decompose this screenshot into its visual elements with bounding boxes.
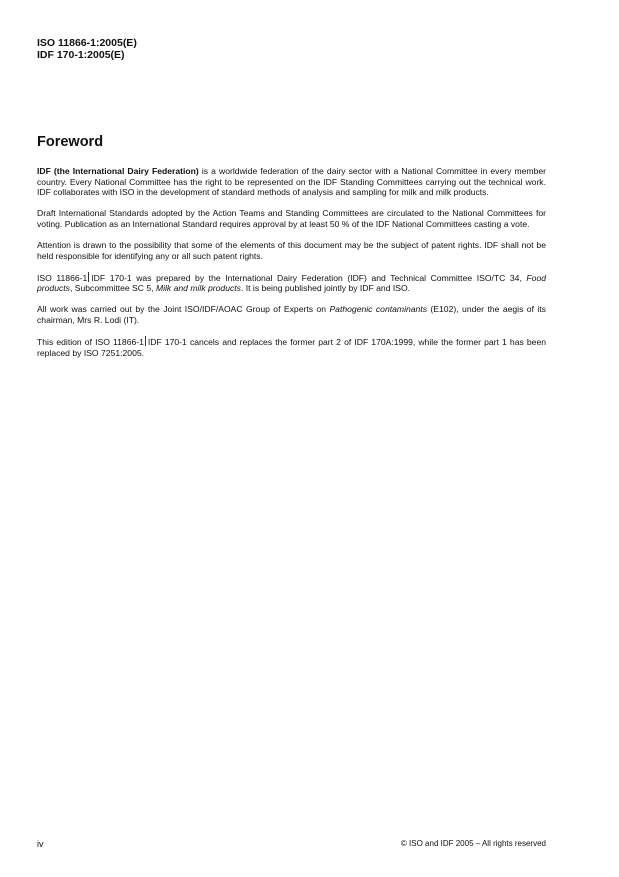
paragraph-preparation	[37, 272, 546, 294]
paragraph-patent-notice: Attention is drawn to the possibility that some of the elements of this document may be the subject of patent rights. IDF shall not be held responsible for identifying any or all such patent rights.	[37, 239, 546, 261]
experts-text: All work was carried out by the Joint ISO/IDF/AOAC Group of Experts on	[37, 304, 330, 315]
standard-ref-iso: ISO 11866-1	[37, 272, 88, 283]
page-footer	[37, 839, 546, 849]
paragraph-idf-intro	[37, 166, 546, 198]
committee-name-food: Food products	[37, 272, 547, 294]
copyright-notice: © ISO and IDF 2005 – All rights reserved	[400, 839, 546, 848]
vertical-separator	[145, 336, 146, 346]
subcommittee-name-milk: Milk and milk products	[155, 283, 241, 294]
edition-ref-iso: This edition of ISO 11866-1	[37, 337, 144, 348]
header-iso-number: ISO 11866-1:2005(E)	[37, 37, 137, 49]
experts-group-name: Pathogenic contaminants	[329, 304, 427, 315]
foreword-body	[37, 166, 546, 369]
publication-text: . It is being published jointly by IDF and ISO.	[240, 283, 411, 294]
edition-text: IDF 170-1 cancels and replaces the former part 2 of IDF 170A:1999, while the former part 1 has been replaced by ISO 7251:2005.	[37, 337, 546, 358]
paragraph-experts	[37, 304, 546, 325]
idf-bold-name: IDF (the International Dairy Federation)	[37, 166, 199, 176]
paragraph-voting: Draft International Standards adopted by the Action Teams and Standing Committees are circulated to the National Committees for voting. Publication as an International Standard requires approval by at least 50 % of the IDF National Committees casting a vote.	[37, 208, 546, 229]
paragraph-idf-intro-text: is a worldwide federation of the dairy sector with a National Committee in every member country. Every National Committee has the right to be represented on the IDF Standing Committees carrying out the technical work. IDF collaborates with ISO in the development of standard methods of analysis and sampling for milk and milk products.	[37, 166, 546, 198]
experts-chair-text: (E102), under the aegis of its chairman, Mrs R. Lodi (IT).	[37, 304, 546, 325]
header-idf-number: IDF 170-1:2005(E)	[37, 49, 125, 61]
vertical-separator	[88, 272, 89, 282]
paragraph-edition	[37, 336, 546, 358]
subcommittee-text: , Subcommittee SC 5,	[69, 283, 156, 294]
document-header	[37, 37, 137, 61]
preparation-text: IDF 170-1 was prepared by the International Dairy Federation (IDF) and Technical Committee ISO/TC 34,	[91, 272, 527, 283]
page-number: iv	[37, 839, 44, 849]
section-title: Foreword	[37, 134, 104, 150]
